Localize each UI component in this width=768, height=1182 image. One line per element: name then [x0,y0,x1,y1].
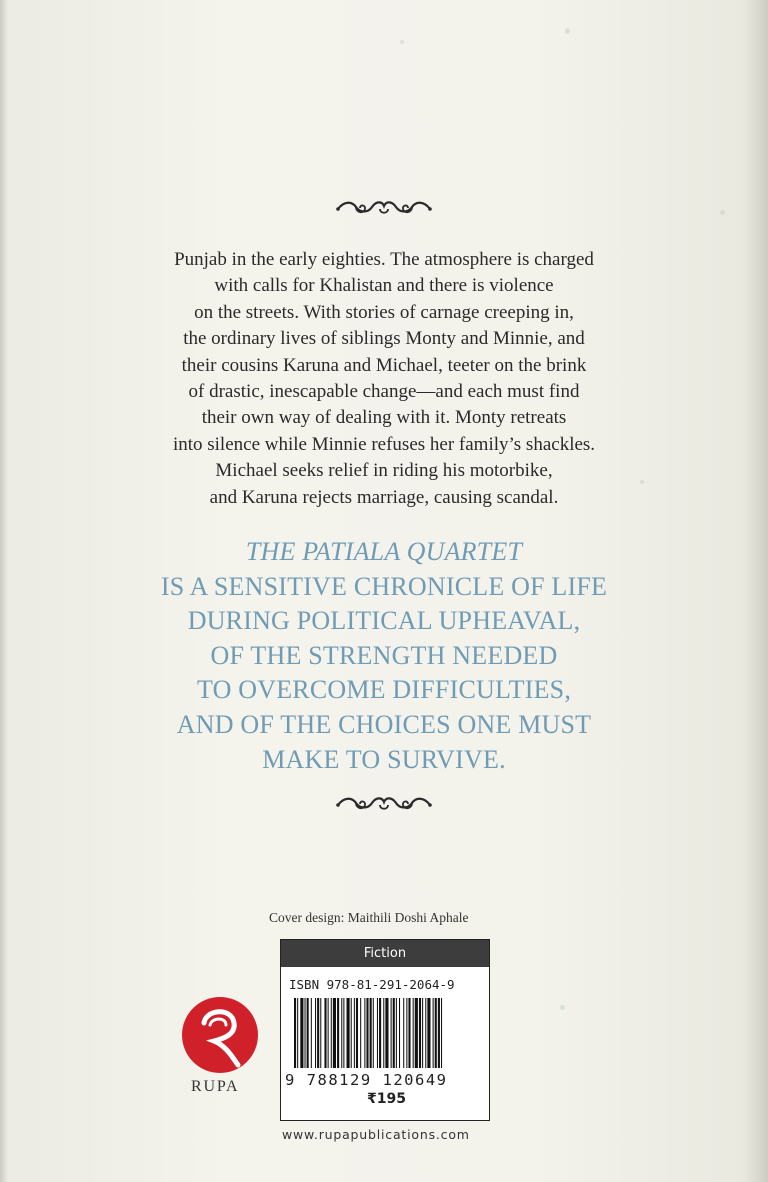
barcode-digits: 9 788129 120649 [285,1071,448,1089]
synopsis-line: into silence while Minnie refuses her family’s shackles. [172,433,596,455]
barcode-icon [294,998,477,1068]
tagline-line: IS A SENSITIVE CHRONICLE OF LIFE [160,571,608,601]
synopsis-line: Punjab in the early eighties. The atmosphere is charged [174,249,594,270]
tagline-line: TO OVERCOME DIFFICULTIES, [196,675,572,705]
price-label: ₹195 [367,1091,406,1107]
tagline [84,535,684,777]
book-title: THE PATIALA QUARTET [245,537,523,566]
synopsis-line: Michael seeks relief in riding his motorbike, [215,460,553,482]
synopsis-line: their own way of dealing with it. Monty retreats [201,407,567,429]
publisher-website: www.rupapublications.com [282,1127,470,1142]
synopsis-line: the ordinary lives of siblings Monty and Minnie, and [183,328,585,350]
tagline-line: AND OF THE CHOICES ONE MUST [176,709,592,739]
tagline-line: DURING POLITICAL UPHEAVAL, [187,606,581,636]
barcode-panel [280,939,490,1121]
isbn-number: ISBN 978-81-291-2064-9 [289,977,455,992]
synopsis-line: and Karuna rejects marriage, causing scandal. [209,486,559,508]
cover-right-edge [742,0,768,1182]
publisher-name: RUPA [191,1078,240,1095]
synopsis-line: of drastic, inescapable change—and each must find [188,381,580,403]
cover-design-credit: Cover design: Maithili Doshi Aphale [269,910,469,925]
rupa-logo-icon [180,995,260,1075]
paper-speck [400,40,404,44]
synopsis [110,247,658,511]
paper-speck [560,1005,565,1010]
paper-speck [720,210,725,215]
scroll-flourish-icon [334,793,434,815]
paper-speck [565,28,570,34]
tagline-line: MAKE TO SURVIVE. [262,744,506,774]
synopsis-line: with calls for Khalistan and there is violence [214,275,554,297]
synopsis-line: their cousins Karuna and Michael, teeter on the brink [181,354,587,376]
tagline-line: OF THE STRENGTH NEEDED [210,640,558,670]
genre-label: Fiction [281,940,489,967]
cover-left-edge [0,0,8,1182]
synopsis-line: on the streets. With stories of carnage creeping in, [194,301,574,323]
scroll-flourish-icon [334,197,434,219]
